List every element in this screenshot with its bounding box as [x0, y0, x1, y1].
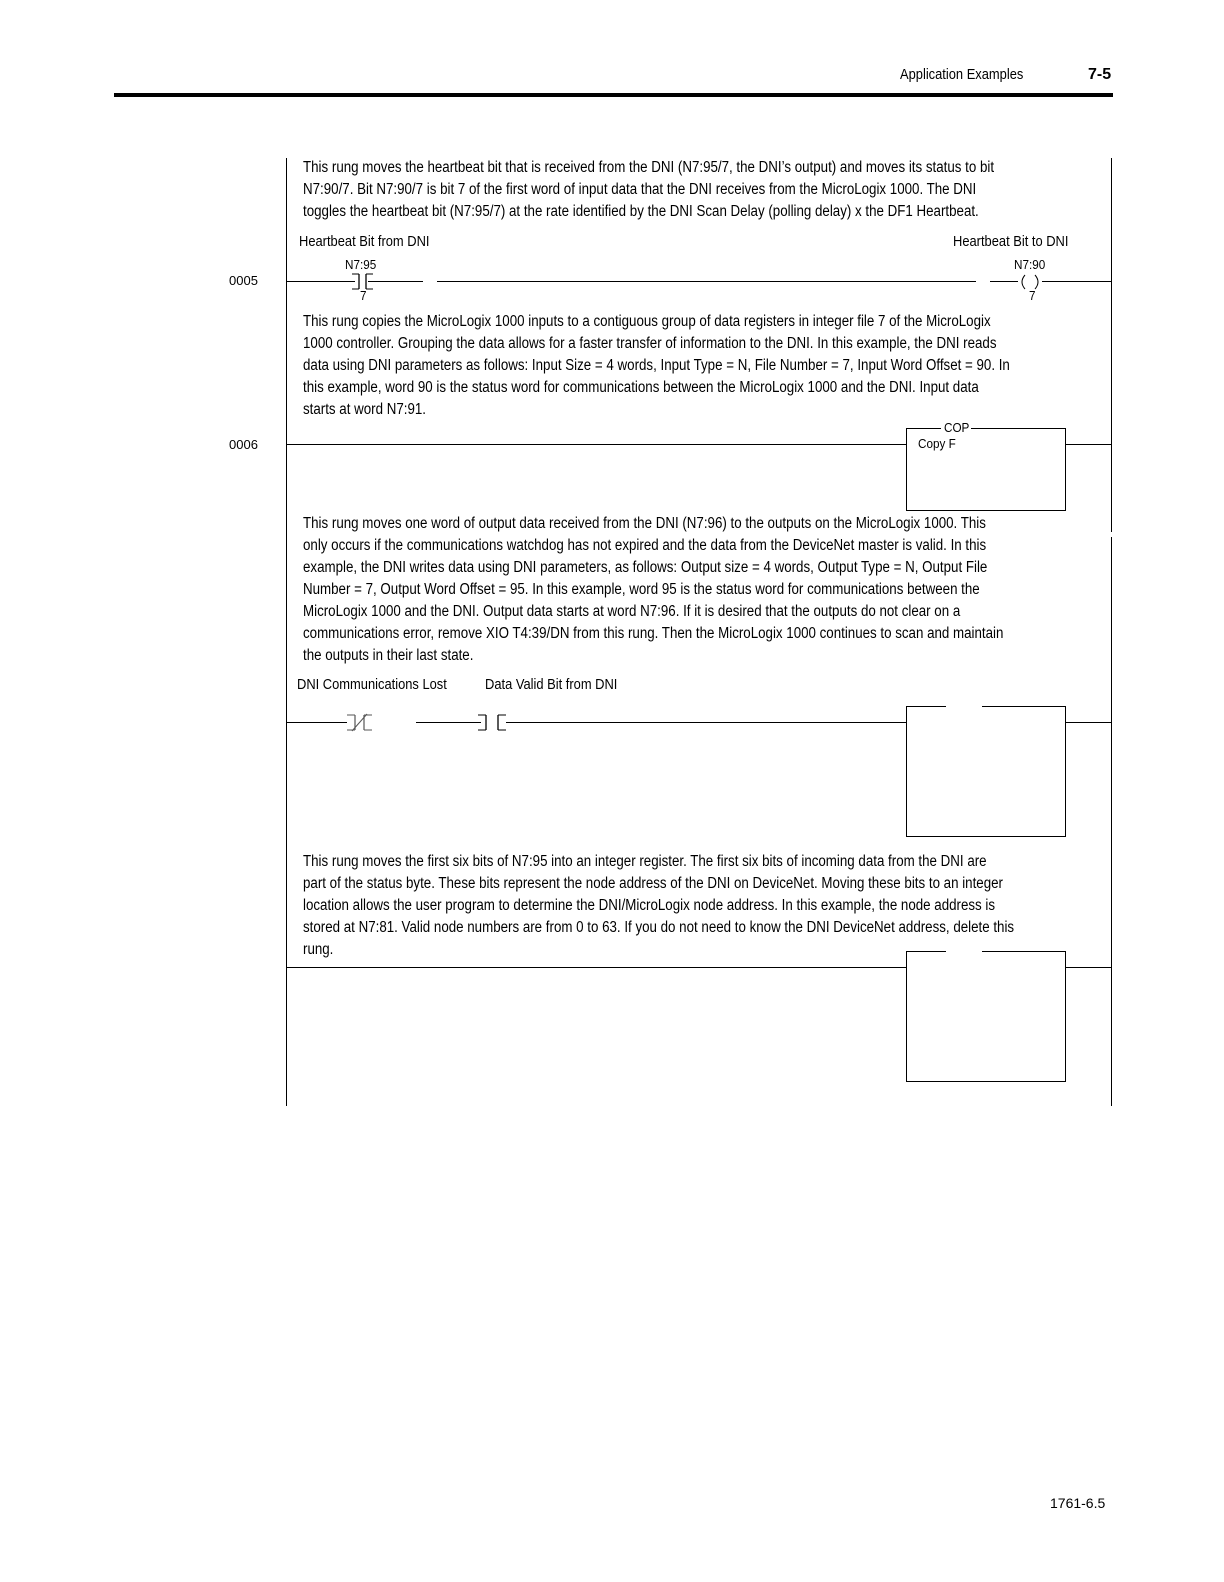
header-title: Application Examples [900, 66, 1024, 83]
heartbeat-out-bit: 7 [1029, 288, 1036, 303]
rung-0005-wire-coil-right [1042, 281, 1111, 282]
rung-0005-wire-coil-left [990, 281, 1018, 282]
rung-output-wire-left [287, 722, 347, 723]
page-number: 7-5 [1088, 66, 1112, 83]
output-box-title-gap [946, 700, 982, 712]
heartbeat-in-label: Heartbeat Bit from DNI [299, 233, 430, 250]
right-power-rail-lower [1111, 537, 1112, 1106]
rung-output-description: This rung moves one word of output data received from the DNI (N7:96) to the outputs on the MicroLogix 1000. This only occurs if the communications watchdog has not expired and the data from the DeviceNet master is valid. In this example, the DNI writes data using DNI parameters, as follows: Output size = 4 words, Output Type = N, Output File Number = 7, Output Word Offset = 95. In this example, word 95 is the status word for communications between the MicroLogix 1000 and the DNI. Output data starts at word N7:96. If it is desired that the outputs do not clear on a communications error, remove XIO T4:39/DN from this rung. Then the MicroLogix 1000 continues to scan and maintain the outputs in their last state. [303, 515, 1004, 664]
rung-output-wire-between [416, 722, 481, 723]
cop-instruction-name: COP [944, 420, 970, 435]
node-box-title-gap [946, 945, 982, 957]
rung-node-wire-left [287, 967, 906, 968]
output-instruction-box [906, 706, 1066, 837]
header-rule [114, 93, 1113, 97]
rung-0005-wire-middle [437, 281, 976, 282]
data-valid-label: Data Valid Bit from DNI [485, 676, 618, 693]
rung-0005-wire-contact-tail [368, 281, 423, 282]
node-instruction-box [906, 951, 1066, 1082]
heartbeat-in-bit: 7 [360, 288, 367, 303]
rung-0006-description: This rung copies the MicroLogix 1000 inputs to a contiguous group of data registers in integer file 7 of the MicroLogix 1000 controller. Grouping the data allows for a faster transfer of information to the DNI. In this example, the DNI reads data using DNI parameters as follows: Input Size = 4 words, Input Type = N, File Number = 7, Input Word Offset = 90. In this example, word 90 is the status word for communications between the MicroLogix 1000 and the DNI. Input data starts at word N7:91. [303, 313, 1010, 418]
rung-node-wire-right [1066, 967, 1111, 968]
heartbeat-in-address: N7:95 [345, 257, 377, 272]
rung-number-0006: 0006 [229, 437, 258, 452]
xic-data-valid-icon [476, 713, 508, 733]
rung-0006-wire-right [1066, 444, 1111, 445]
rung-output-wire-right [506, 722, 906, 723]
left-power-rail [286, 158, 287, 1106]
rung-output-wire-end [1066, 722, 1111, 723]
rung-0006-wire-left [287, 444, 906, 445]
rung-0005-description: This rung moves the heartbeat bit that is received from the DNI (N7:95/7, the DNI’s output) and moves its status to bit N7:90/7. Bit N7:90/7 is bit 7 of the first word of input data that the DNI receives from the MicroLogix 1000. The DNI toggles the heartbeat bit (N7:95/7) at the rate identified by the DNI Scan Delay (polling delay) x the DF1 Heartbeat. [303, 159, 995, 220]
publication-number: 1761-6.5 [1050, 1495, 1106, 1511]
xio-contact-icon [345, 713, 377, 733]
comms-lost-label: DNI Communications Lost [297, 676, 447, 693]
right-power-rail-upper [1111, 158, 1112, 532]
rung-number-0005: 0005 [229, 273, 258, 288]
heartbeat-out-label: Heartbeat Bit to DNI [953, 233, 1069, 250]
rung-0005-wire-left [287, 281, 355, 282]
cop-instruction-label: Copy F [918, 436, 956, 451]
heartbeat-out-address: N7:90 [1014, 257, 1046, 272]
rung-node-address-description: This rung moves the first six bits of N7:95 into an integer register. The first six bits of incoming data from the DNI are part of the status byte. These bits represent the node address of the DNI on DeviceNet. Moving these bits to an integer location allows the user program to determine the DNI/MicroLogix node address. In this example, the node address is stored at N7:81. Valid node numbers are from 0 to 63. If you do not need to know the DNI DeviceNet address, delete this rung. [303, 853, 1015, 958]
